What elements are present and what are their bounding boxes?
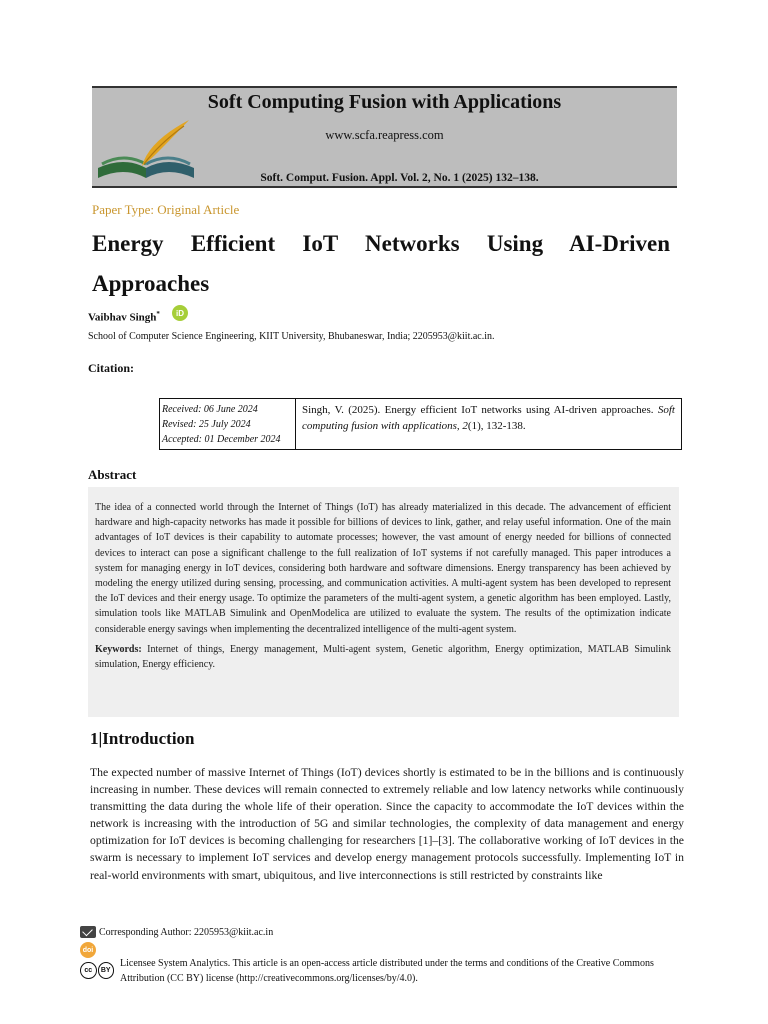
revised-date: Revised: 25 July 2024 xyxy=(162,419,251,430)
paper-type: Paper Type: Original Article xyxy=(92,202,240,217)
by-icon: BY xyxy=(98,962,115,979)
citation-plain: Singh, V. (2025). Energy efficient IoT networks using AI-driven approaches. xyxy=(302,404,658,416)
paper-title: Energy Efficient IoT Networks Using AI-Driven Approaches xyxy=(92,231,670,296)
accepted-date: Accepted: 01 December 2024 xyxy=(162,434,281,445)
cc-icon: cc xyxy=(80,962,97,979)
keywords-label: Keywords: xyxy=(95,643,142,655)
abstract-box xyxy=(88,487,679,717)
corresponding-author xyxy=(80,926,273,938)
author-name xyxy=(88,310,160,324)
abstract-heading: Abstract xyxy=(88,467,137,482)
journal-name: Soft Computing Fusion with Applications xyxy=(207,91,562,113)
citation-journal: Soft computing fusion with applications, 2 xyxy=(302,404,675,432)
dates-cell xyxy=(160,399,296,449)
orcid-icon[interactable]: iD xyxy=(172,305,188,321)
author-affiliation: School of Computer Science Engineering, KIIT University, Bhubaneswar, India; 2205953@kiit.ac.in. xyxy=(88,331,495,342)
introduction-text: The expected number of massive Internet of Things (IoT) devices shortly is estimated to be in the billions and is continuously increasing in number. These devices will remain connected to extremely reliable and low latency networks while continuously transmitting the data during the whole life of their operation. Since the capacity to accommodate the IoT devices within the network is increasing with the introduction of 5G and similar technologies, the complexity of data management and energy optimization for IoT devices is becoming challenging for researchers [1]–[3]. The collaborative working of IoT devices in the swarm is necessary to implement IoT services and develop energy management protocols successfully. Implementing IoT in real-world environments with smart, ubiquitous, and live interconnections is still restricted by constraints like xyxy=(90,766,684,882)
citation-text xyxy=(296,399,681,449)
mail-icon xyxy=(80,926,96,938)
citation-heading: Citation: xyxy=(88,361,134,375)
doi-icon[interactable]: doi xyxy=(80,942,96,958)
creative-commons-icon[interactable] xyxy=(80,962,114,980)
keywords xyxy=(95,642,671,672)
section-heading-introduction: 1|Introduction xyxy=(90,729,195,748)
corresponding-author-text: Corresponding Author: 2205953@kiit.ac.in xyxy=(99,926,274,938)
received-date: Received: 06 June 2024 xyxy=(162,404,258,415)
license-text: Licensee System Analytics. This article is an open-access article distributed under the terms and conditions of the Creative Commons Attribution (CC BY) license (http://creativecommons.org/licenses/by/4.0). xyxy=(120,958,654,984)
citation-tail: (1), 132-138. xyxy=(467,420,526,432)
journal-header xyxy=(92,86,677,188)
citation-table xyxy=(159,398,682,450)
journal-reference: Soft. Comput. Fusion. Appl. Vol. 2, No. 1 (2025) 132–138. xyxy=(260,172,539,184)
journal-url[interactable]: www.scfa.reapress.com xyxy=(325,128,444,142)
keywords-list: Internet of things, Energy management, Multi-agent system, Genetic algorithm, Energy optimization, MATLAB Simulink simulation, Energy efficiency. xyxy=(95,643,671,670)
corresponding-marker: * xyxy=(156,310,160,318)
abstract-text: The idea of a connected world through the Internet of Things (IoT) has already materialized in this decade. The advancement of efficient hardware and high-capacity networks has made it possible for billions of devices to link, gather, and relay useful information. One of the main advantages of IoT devices is their capability to automate processes; however, the vast amount of energy needed for billions of connected devices to interact can pose a significant challenge to the full realization of IoT systems if not carefully managed. This paper introduces a system for managing energy in IoT devices, considering both hardware and software dimensions. Energy transparency has been achieved by modeling the energy utilized during sensing, processing, and communication activities. A multi-agent system has been developed to represent the IoT devices and their energy usage. To optimize the parameters of the multi-agent system, a genetic algorithm has been employed. Lastly, simulation tools like MATLAB Simulink and OpenModelica are utilized to evaluate the system. The results of the optimization indicate considerable energy savings when implementing the decentralized intelligence of the multi-agent system. xyxy=(95,502,671,635)
author-name-text: Vaibhav Singh xyxy=(88,311,157,324)
